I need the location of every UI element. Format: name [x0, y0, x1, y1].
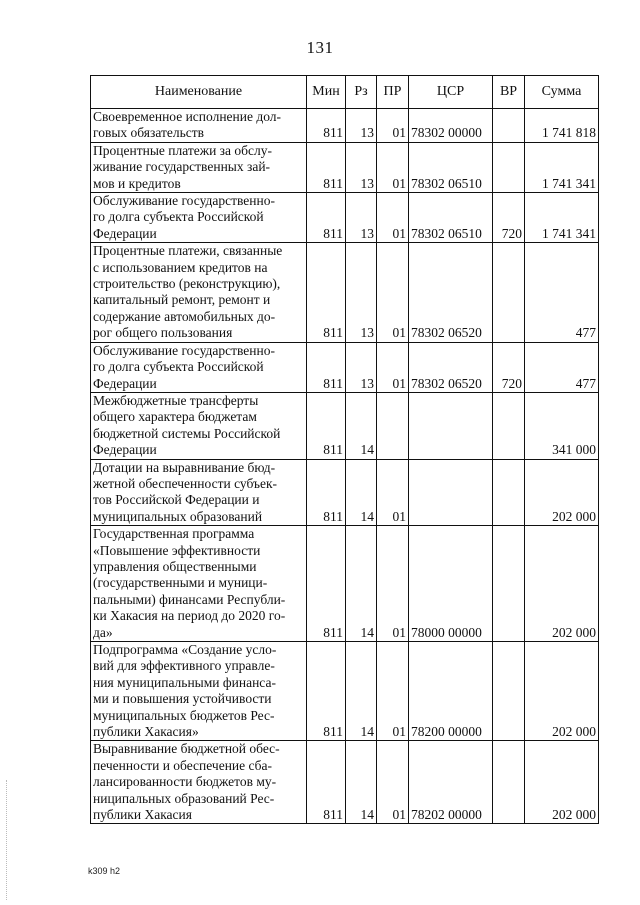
cell-sum: 1 741 341 [525, 142, 599, 192]
cell-pr: 01 [377, 459, 409, 526]
cell-pr: 01 [377, 342, 409, 392]
cell-pr: 01 [377, 142, 409, 192]
header-min: Мин [307, 76, 346, 109]
cell-csr: 78302 06510 [409, 142, 493, 192]
cell-name: Государственная программа «Повышение эффективности управления общественными (государственными и муници- пальными) финансами Республи- ки Хакасия на период до 2020 го- да» [91, 526, 307, 642]
cell-sum: 477 [525, 342, 599, 392]
cell-pr: 01 [377, 243, 409, 342]
cell-min: 811 [307, 109, 346, 143]
cell-min: 811 [307, 342, 346, 392]
table-row [91, 342, 599, 392]
cell-vr: 720 [493, 193, 525, 243]
table-row [91, 459, 599, 526]
table-row [91, 109, 599, 143]
cell-name: Обслуживание государственно- го долга субъекта Российской Федерации [91, 193, 307, 243]
cell-csr: 78302 06520 [409, 243, 493, 342]
page-number: 131 [306, 38, 334, 57]
cell-rz: 13 [346, 142, 377, 192]
cell-vr [493, 392, 525, 459]
cell-csr: 78200 00000 [409, 642, 493, 741]
table-row [91, 642, 599, 741]
cell-name: Дотации на выравнивание бюд- жетной обеспеченности субъек- тов Российской Федерации и муниципальных образований [91, 459, 307, 526]
cell-name: Подпрограмма «Создание усло- вий для эффективного управле- ния муниципальными финанса- ми и повышения устойчивости муниципальных бюджетов Рес- публики Хакасия» [91, 642, 307, 741]
cell-pr [377, 392, 409, 459]
cell-min: 811 [307, 642, 346, 741]
cell-sum: 477 [525, 243, 599, 342]
cell-csr: 78000 00000 [409, 526, 493, 642]
cell-rz: 14 [346, 741, 377, 824]
cell-rz: 13 [346, 109, 377, 143]
cell-name: Своевременное исполнение дол- говых обязательств [91, 109, 307, 143]
cell-min: 811 [307, 142, 346, 192]
cell-csr [409, 459, 493, 526]
cell-vr [493, 459, 525, 526]
cell-name: Процентные платежи за обслу- живание государственных зай- мов и кредитов [91, 142, 307, 192]
cell-vr [493, 243, 525, 342]
cell-min: 811 [307, 193, 346, 243]
cell-sum: 341 000 [525, 392, 599, 459]
cell-min: 811 [307, 741, 346, 824]
cell-sum: 1 741 341 [525, 193, 599, 243]
header-rz: Рз [346, 76, 377, 109]
cell-sum: 1 741 818 [525, 109, 599, 143]
cell-vr [493, 741, 525, 824]
cell-csr: 78302 06520 [409, 342, 493, 392]
header-sum: Сумма [525, 76, 599, 109]
cell-vr: 720 [493, 342, 525, 392]
cell-vr [493, 642, 525, 741]
cell-sum: 202 000 [525, 642, 599, 741]
table-row [91, 142, 599, 192]
cell-name: Процентные платежи, связанные с использованием кредитов на строительство (реконструкцию), капитальный ремонт, ремонт и содержание автомобильных до- рог общего пользования [91, 243, 307, 342]
cell-rz: 13 [346, 342, 377, 392]
table-row [91, 526, 599, 642]
cell-rz: 14 [346, 392, 377, 459]
table-row [91, 741, 599, 824]
cell-name: Обслуживание государственно- го долга субъекта Российской Федерации [91, 342, 307, 392]
header-vr: ВР [493, 76, 525, 109]
scan-edge-marks [6, 780, 8, 900]
cell-sum: 202 000 [525, 526, 599, 642]
cell-rz: 13 [346, 243, 377, 342]
cell-csr: 78302 06510 [409, 193, 493, 243]
cell-sum: 202 000 [525, 459, 599, 526]
cell-min: 811 [307, 243, 346, 342]
cell-pr: 01 [377, 642, 409, 741]
cell-min: 811 [307, 526, 346, 642]
cell-rz: 14 [346, 642, 377, 741]
cell-vr [493, 526, 525, 642]
cell-min: 811 [307, 459, 346, 526]
cell-min: 811 [307, 392, 346, 459]
cell-sum: 202 000 [525, 741, 599, 824]
cell-csr: 78302 00000 [409, 109, 493, 143]
header-pr: ПР [377, 76, 409, 109]
cell-rz: 13 [346, 193, 377, 243]
cell-csr [409, 392, 493, 459]
header-name: Наименование [91, 76, 307, 109]
cell-pr: 01 [377, 193, 409, 243]
cell-vr [493, 109, 525, 143]
cell-csr: 78202 00000 [409, 741, 493, 824]
cell-pr: 01 [377, 109, 409, 143]
header-csr: ЦСР [409, 76, 493, 109]
cell-name: Выравнивание бюджетной обес- печенности и обеспечение сба- лансированности бюджетов му- ниципальных образований Рес- публики Хакасия [91, 741, 307, 824]
cell-name: Межбюджетные трансферты общего характера бюджетам бюджетной системы Российской Федерации [91, 392, 307, 459]
cell-vr [493, 142, 525, 192]
table-row [91, 193, 599, 243]
footer-code: k309 h2 [88, 866, 121, 876]
cell-pr: 01 [377, 526, 409, 642]
table-row [91, 392, 599, 459]
budget-table [90, 75, 599, 824]
table-body [91, 109, 599, 824]
table-header-row [91, 76, 599, 109]
cell-pr: 01 [377, 741, 409, 824]
cell-rz: 14 [346, 459, 377, 526]
table-row [91, 243, 599, 342]
cell-rz: 14 [346, 526, 377, 642]
